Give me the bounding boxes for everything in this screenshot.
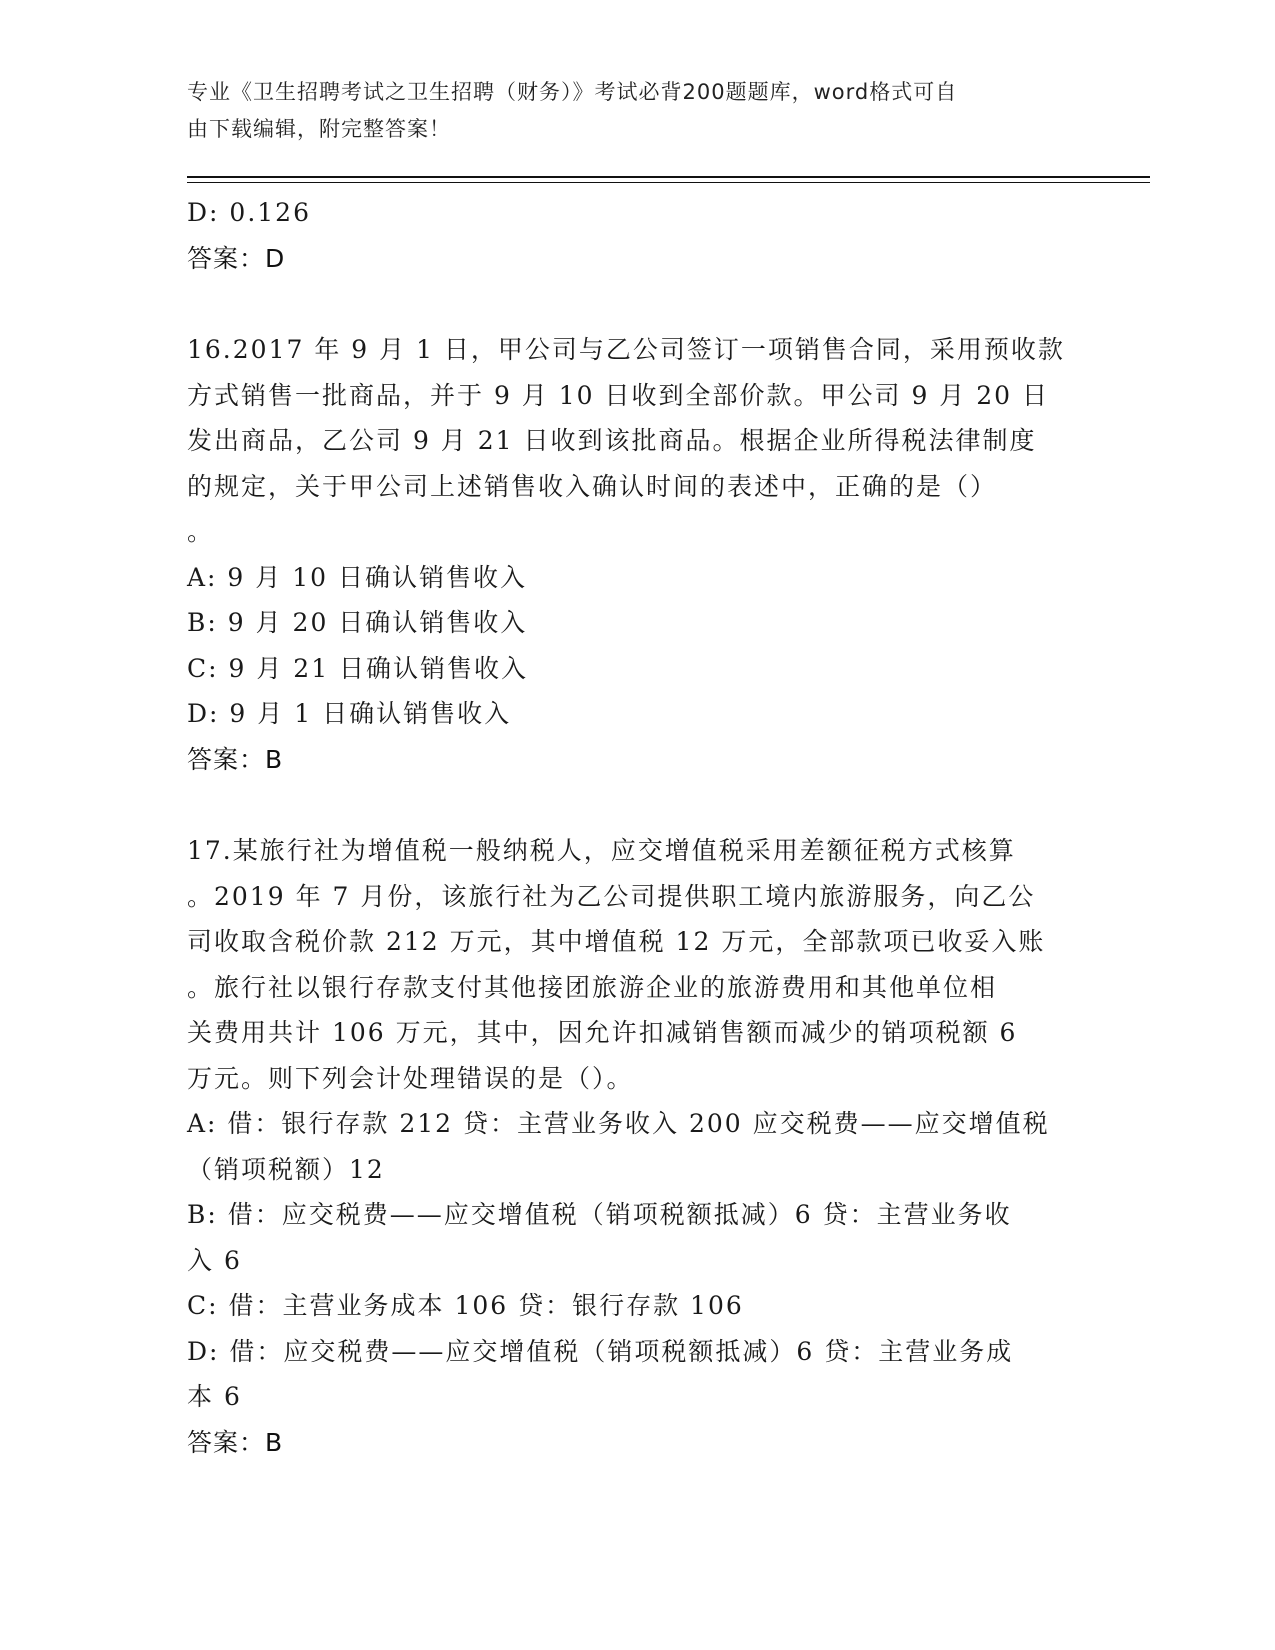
header-line-1: 专业《卫生招聘考试之卫生招聘（财务）》考试必背200题题库，word格式可自	[187, 80, 958, 104]
question-stem-line: 万元。则下列会计处理错误的是（）。	[187, 1063, 634, 1093]
option-a: A: 9 月 10 日确认销售收入	[187, 562, 527, 592]
option-d: D: 9 月 1 日确认销售收入	[187, 699, 512, 728]
spacer	[187, 782, 1087, 828]
header-line-2: 由下载编辑，附完整答案！	[187, 117, 451, 141]
question-stem-line: 方式销售一批商品，并于 9 月 10 日收到全部价款。甲公司 9 月 20 日	[187, 380, 1050, 410]
question-stem-line: 。旅行社以银行存款支付其他接团旅游企业的旅游费用和其他单位相	[187, 972, 998, 1002]
question-stem-line: 。	[187, 517, 215, 546]
prev-answer: 答案：D	[187, 243, 286, 273]
prev-option-d: D: 0.126	[187, 198, 311, 227]
answer: 答案：B	[187, 1427, 284, 1457]
option-b-continued: 入 6	[187, 1245, 242, 1275]
document-body	[187, 190, 1087, 1465]
question-stem-line: 。2019 年 7 月份，该旅行社为乙公司提供职工境内旅游服务，向乙公	[187, 881, 1036, 911]
question-17	[187, 828, 1087, 1465]
question-16	[187, 327, 1087, 782]
answer: 答案：B	[187, 744, 284, 774]
option-c: C: 9 月 21 日确认销售收入	[187, 653, 529, 683]
option-d: D: 借：应交税费——应交增值税（销项税额抵减）6 贷：主营业务成	[187, 1336, 1014, 1366]
option-b: B: 借：应交税费——应交增值税（销项税额抵减）6 贷：主营业务收	[187, 1200, 1012, 1229]
option-c: C: 借：主营业务成本 106 贷：银行存款 106	[187, 1291, 744, 1320]
document-header	[187, 74, 1067, 148]
option-b: B: 9 月 20 日确认销售收入	[187, 608, 528, 637]
spacer	[187, 281, 1087, 327]
option-a-continued: （销项税额）12	[187, 1154, 385, 1184]
option-a: A: 借：银行存款 212 贷：主营业务收入 200 应交税费——应交增值税	[187, 1109, 1050, 1138]
question-stem-line: 17.某旅行社为增值税一般纳税人，应交增值税采用差额征税方式核算	[187, 836, 1016, 865]
question-stem-line: 16.2017 年 9 月 1 日，甲公司与乙公司签订一项销售合同，采用预收款	[187, 335, 1065, 364]
question-stem-line: 的规定，关于甲公司上述销售收入确认时间的表述中，正确的是（）	[187, 471, 998, 501]
header-divider-thick	[187, 176, 1150, 178]
question-stem-line: 关费用共计 106 万元，其中，因允许扣减销售额而减少的销项税额 6	[187, 1018, 1018, 1047]
question-stem-line: 司收取含税价款 212 万元，其中增值税 12 万元，全部款项已收妥入账	[187, 927, 1046, 956]
header-divider-thin	[187, 182, 1150, 183]
question-stem-line: 发出商品，乙公司 9 月 21 日收到该批商品。根据企业所得税法律制度	[187, 426, 1037, 455]
option-d-continued: 本 6	[187, 1382, 242, 1411]
